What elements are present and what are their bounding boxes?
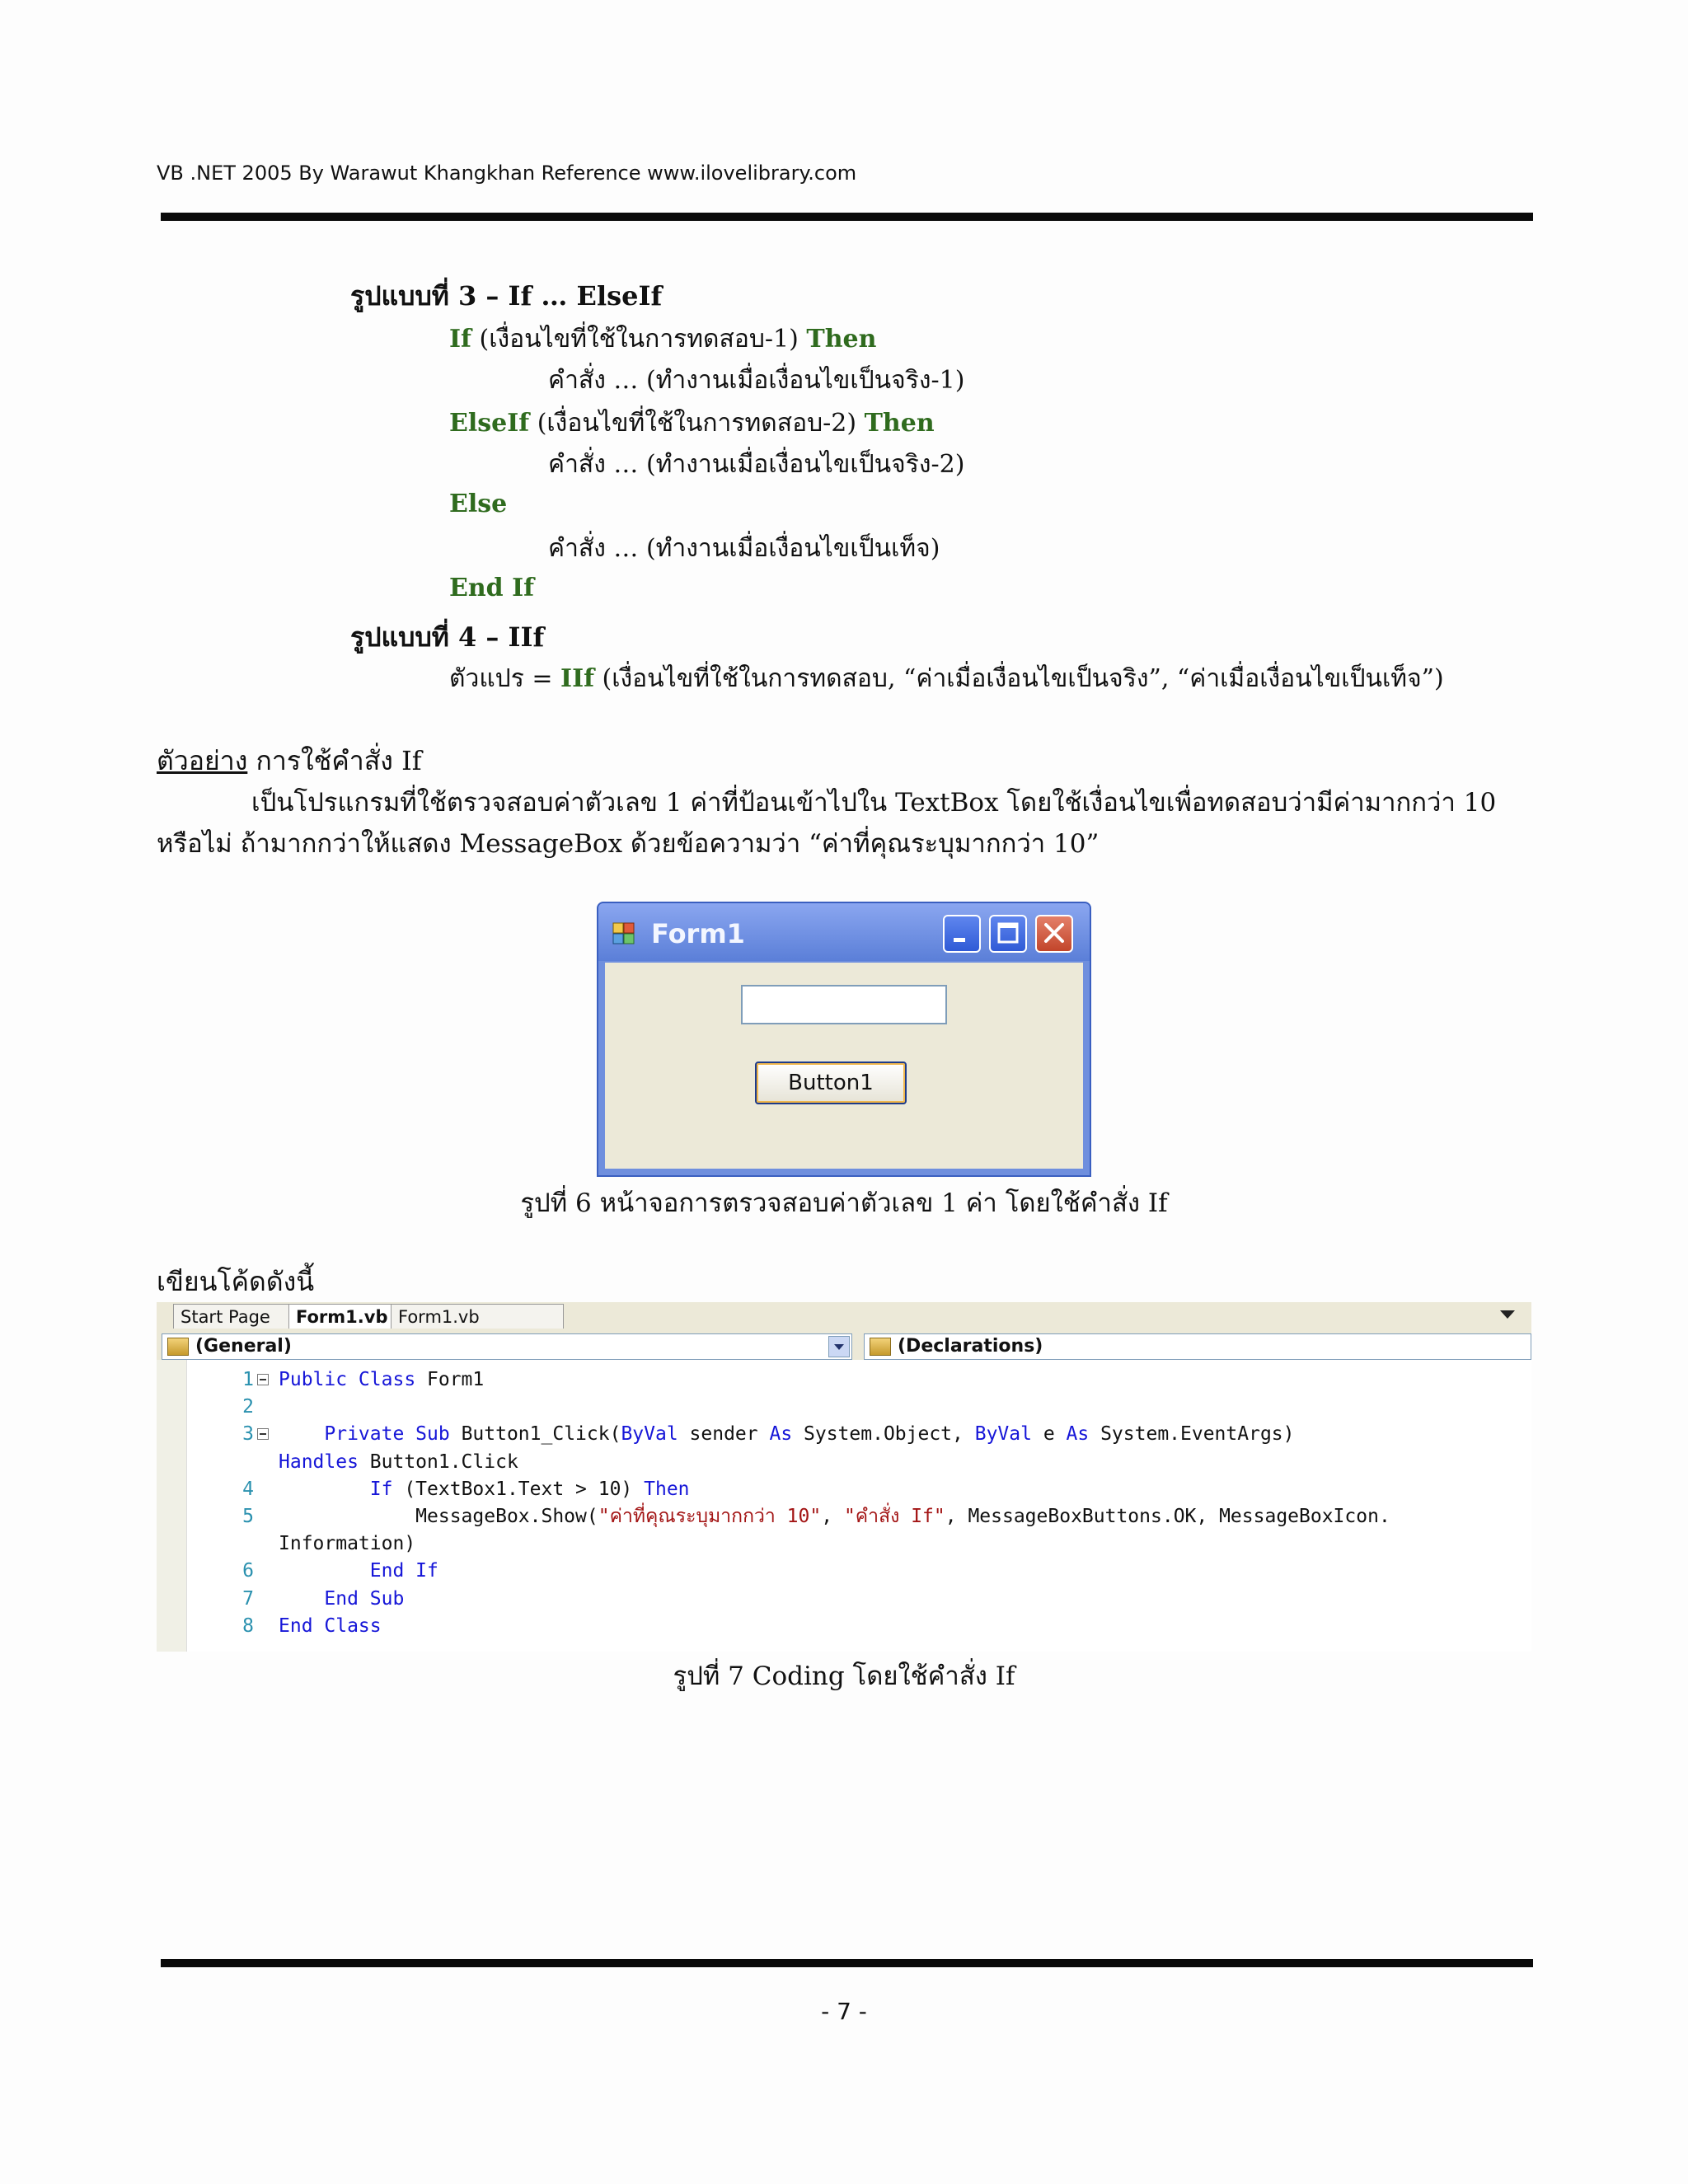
code-token [279,1588,324,1610]
line-number: 8 [242,1615,254,1637]
line-number: 2 [242,1396,254,1418]
format3-line-elseif [449,404,935,443]
editor-combo-bar [157,1330,1531,1360]
code-text [279,1503,1390,1530]
window-title: Form1 [651,918,745,949]
format3-line-if [449,320,876,359]
close-icon [1037,916,1071,951]
code-keyword: Handles [279,1451,359,1473]
line-number: 6 [242,1560,254,1582]
code-token [279,1479,370,1500]
keyword-iif: IIf [560,664,595,693]
example-paragraph-line-2: หรือไม่ ถ้ามากกว่าให้แสดง MessageBox ด้วยข้อความว่า “ค่าที่คุณระบุมากกว่า 10” [157,829,1100,859]
minimize-icon [945,916,979,951]
figure7-caption: รูปที่ 7 Coding โดยใช้คำสั่ง If [673,1661,1015,1691]
button1[interactable]: Button1 [755,1062,907,1104]
format4-text: (เงื่อนไขที่ใช้ในการทดสอบ, “ค่าเมื่อเงื่อนไขเป็นจริง”, “ค่าเมื่อเงื่อนไขเป็นเท็จ”) [594,664,1444,693]
line-number: 5 [242,1506,254,1527]
keyword-else: Else [449,490,508,518]
format4-title: รูปแบบที่ 4 – IIf [350,621,545,653]
footer-rule [161,1959,1533,1967]
code-text [279,1366,484,1394]
editor-tab-strip [157,1302,1531,1331]
tabs-dropdown-icon[interactable] [1500,1310,1515,1319]
code-keyword: As [1066,1423,1090,1446]
page-number: - 7 - [821,1998,867,2025]
keyword-then: Then [864,409,935,438]
format3-line-text: (เงื่อนไขที่ใช้ในการทดสอบ-1) [471,325,807,354]
minimize-button[interactable] [943,915,981,953]
line-number: 3 [242,1423,254,1446]
code-keyword: ByVal [621,1423,678,1446]
class-name-combo[interactable] [162,1333,852,1360]
code-line[interactable] [157,1449,1531,1476]
code-token: , MessageBoxButtons.OK, MessageBoxIcon. [945,1506,1390,1527]
code-token: , [821,1506,844,1527]
line-number: 4 [242,1478,254,1500]
code-line[interactable] [157,1530,1531,1558]
format4-prefix: ตัวแปร = [449,664,561,693]
code-text [279,1530,415,1558]
code-line[interactable] [157,1394,1531,1421]
header-rule [161,213,1533,221]
textbox1-input[interactable] [741,985,947,1024]
maximize-button[interactable] [989,915,1027,953]
line-number: 1 [242,1369,254,1390]
code-token: Form1 [415,1369,485,1390]
example-heading [157,740,422,782]
format3-line-statement-1: คำสั่ง … (ทำงานเมื่อเงื่อนไขเป็นจริง-1) [548,366,965,395]
code-line[interactable] [157,1503,1531,1530]
code-keyword: End Class [279,1615,382,1637]
line-number: 7 [242,1587,254,1610]
window-titlebar[interactable] [598,903,1090,961]
code-keyword: Public Class [279,1369,416,1390]
code-string: "ค่าที่คุณระบุมากกว่า 10" [598,1506,822,1527]
code-line[interactable] [157,1476,1531,1503]
code-token [279,1423,324,1445]
keyword-if: If [449,325,471,354]
code-editor [157,1302,1531,1652]
code-token [279,1560,370,1582]
code-token: System.EventArgs) [1089,1423,1295,1446]
example-label: ตัวอย่าง [157,745,248,776]
code-token: (TextBox1.Text > 10) [392,1478,645,1500]
code-text [279,1449,518,1476]
code-keyword: End Sub [324,1587,405,1610]
example-paragraph-line-1: เป็นโปรแกรมที่ใช้ตรวจสอบค่าตัวเลข 1 ค่าที่ป้อนเข้าไปใน TextBox โดยใช้เงื่อนไขเพื่อทดสอบว่ามีค่ามากกว่า 10 [251,788,1497,818]
code-token: sender [678,1423,770,1446]
form-app-icon [612,921,636,946]
code-token: System.Object, [792,1423,975,1446]
keyword-then: Then [806,325,877,354]
keyword-end-if: End If [449,574,535,602]
code-text [279,1586,404,1613]
code-keyword: ByVal [974,1423,1032,1446]
keyword-elseif: ElseIf [449,409,530,438]
code-keyword: Private Sub [324,1423,450,1446]
method-name-combo-value: (Declarations) [898,1336,1043,1357]
code-line[interactable] [157,1558,1531,1585]
close-button[interactable] [1035,915,1073,953]
tab-form1-design[interactable]: Form1.vb [391,1304,564,1329]
method-icon [870,1338,891,1356]
code-text [279,1476,690,1503]
code-token: Button1_Click( [449,1423,621,1446]
write-code-label: เขียนโค้ดดังนี้ [157,1266,315,1297]
tab-form1-vb[interactable]: Form1.vb [288,1304,392,1329]
page-header: VB .NET 2005 By Warawut Khangkhan Reference www.ilovelibrary.com [157,162,857,185]
code-line[interactable] [157,1613,1531,1640]
code-token: MessageBox.Show( [279,1506,598,1527]
code-token: e [1031,1423,1067,1446]
format3-title: รูปแบบที่ 3 – If … ElseIf [350,280,663,312]
method-name-combo[interactable] [864,1333,1531,1360]
code-keyword: As [769,1423,793,1446]
code-text [279,1558,438,1585]
maximize-icon [991,916,1025,951]
form1-window [597,902,1091,1177]
code-keyword: If [369,1478,393,1500]
code-keyword: Then [644,1478,690,1500]
form-client-area [605,963,1083,1169]
collapse-icon[interactable] [257,1374,269,1385]
format3-line-statement-2: คำสั่ง … (ทำงานเมื่อเงื่อนไขเป็นจริง-2) [548,450,965,479]
code-line[interactable] [157,1421,1531,1448]
code-line[interactable] [157,1586,1531,1613]
class-icon [167,1338,189,1356]
code-string: "คำสั่ง If" [843,1506,945,1527]
format3-line-statement-3: คำสั่ง … (ทำงานเมื่อเงื่อนไขเป็นเท็จ) [548,534,940,563]
tab-start-page[interactable]: Start Page [173,1304,297,1329]
code-text [279,1421,1294,1448]
code-line[interactable] [157,1366,1531,1394]
format4-line [449,659,1444,698]
example-heading-rest: การใช้คำสั่ง If [247,745,422,776]
collapse-icon[interactable] [257,1428,269,1440]
format3-line-text: (เงื่อนไขที่ใช้ในการทดสอบ-2) [529,409,865,438]
code-keyword: End If [369,1560,438,1582]
code-token: Information) [279,1533,416,1555]
class-name-combo-value: (General) [195,1336,292,1357]
chevron-down-icon[interactable] [828,1336,850,1357]
code-text [279,1613,382,1640]
code-token: Button1.Click [358,1451,518,1473]
figure6-caption: รูปที่ 6 หน้าจอการตรวจสอบค่าตัวเลข 1 ค่า โดยใช้คำสั่ง If [520,1188,1168,1218]
